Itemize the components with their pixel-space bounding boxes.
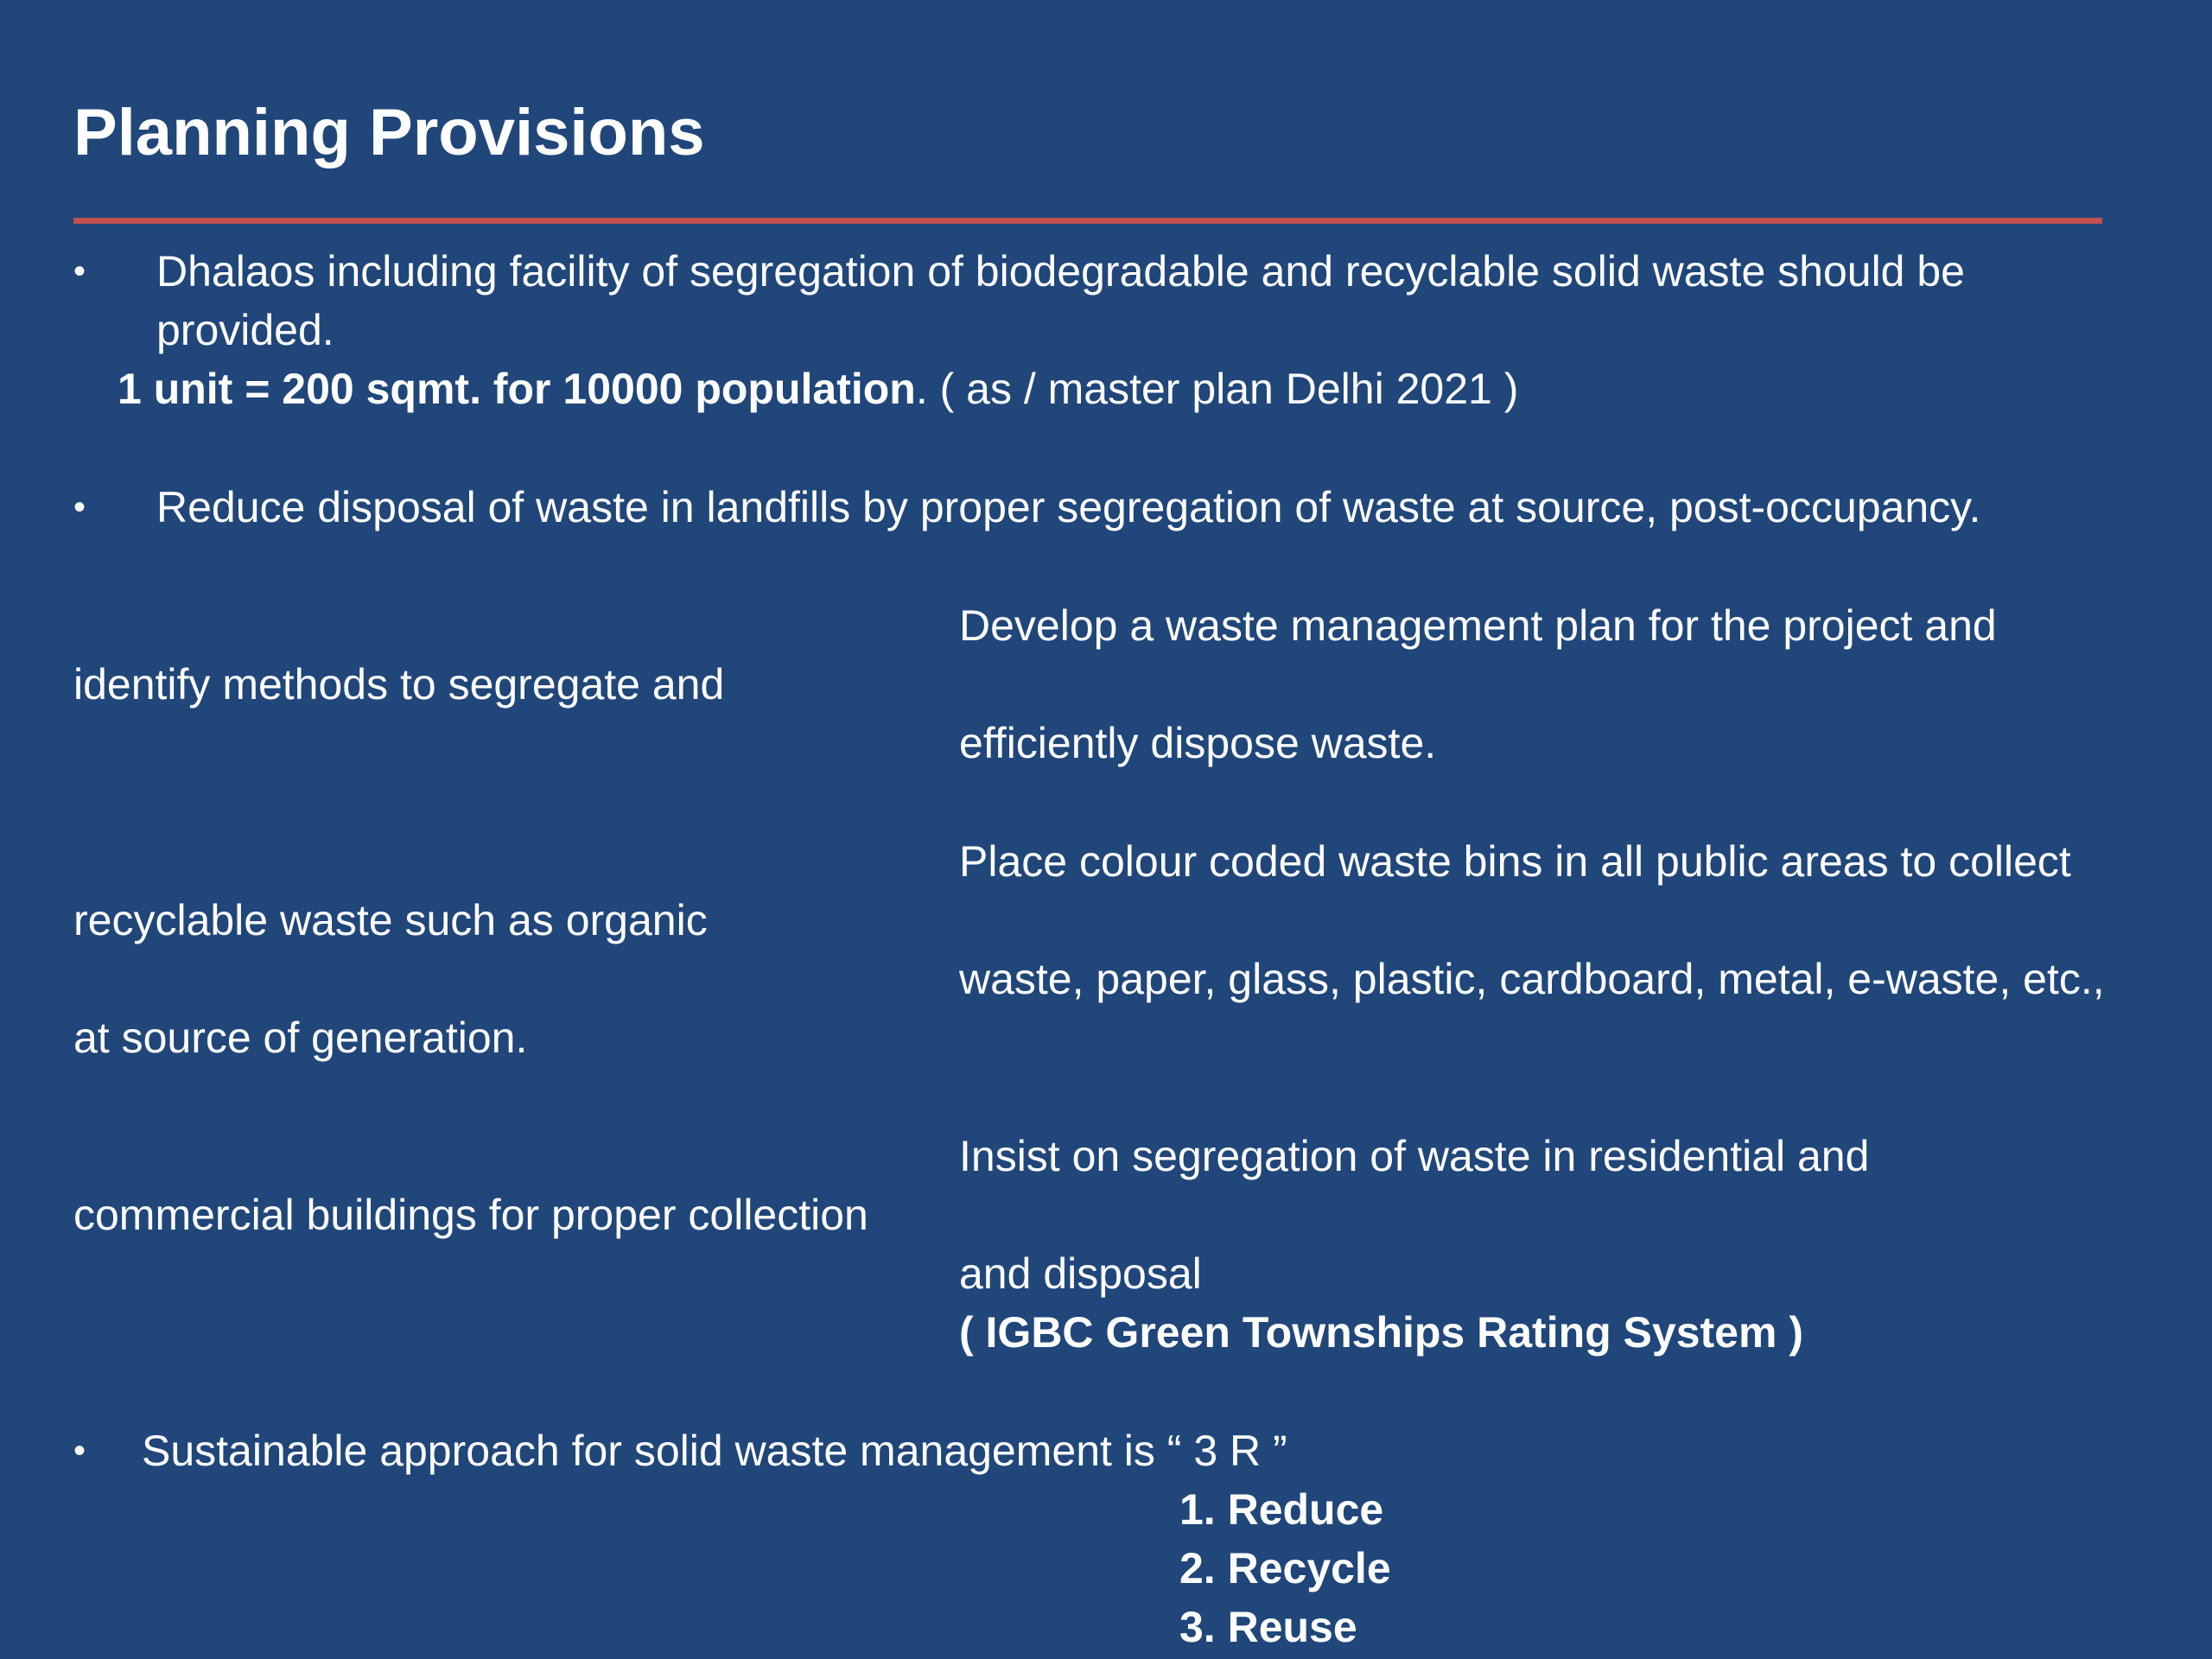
three-r-item-reuse: 3. Reuse	[1179, 1603, 1357, 1651]
point-3-line-3: and disposal	[959, 1249, 1202, 1298]
title-divider	[73, 218, 2102, 224]
bullet-2-marker: •	[73, 488, 86, 526]
point-1-line-2: identify methods to segregate and	[73, 660, 725, 709]
bullet-1-line-2: provided.	[156, 306, 334, 354]
unit-note	[118, 359, 1518, 418]
point-2-line-2: recyclable waste such as organic	[73, 896, 708, 944]
point-2-line-1: Place colour coded waste bins in all public areas to collect	[959, 837, 2071, 886]
rating-system-source: ( IGBC Green Townships Rating System )	[959, 1308, 1803, 1357]
bullet-3-text: Sustainable approach for solid waste management is “ 3 R ”	[142, 1427, 1287, 1475]
three-r-item-recycle: 2. Recycle	[1179, 1544, 1391, 1592]
unit-note-source: . ( as / master plan Delhi 2021 )	[915, 365, 1519, 413]
bullet-1-line-1: Dhalaos including facility of segregation of biodegradable and recyclable solid waste should be	[156, 247, 1965, 296]
point-2-line-4: at source of generation.	[73, 1014, 528, 1062]
point-2-line-3: waste, paper, glass, plastic, cardboard, metal, e-waste, etc.,	[959, 955, 2105, 1003]
slide-title: Planning Provisions	[73, 96, 705, 169]
three-r-item-reduce: 1. Reduce	[1179, 1485, 1384, 1534]
point-3-line-1: Insist on segregation of waste in residential and	[959, 1132, 1870, 1180]
bullet-3-marker: •	[73, 1432, 86, 1470]
bullet-1-marker: •	[73, 252, 86, 290]
point-1-line-3: efficiently dispose waste.	[959, 719, 1437, 767]
point-1-line-1: Develop a waste management plan for the project and	[959, 601, 1997, 650]
bullet-2-text: Reduce disposal of waste in landfills by proper segregation of waste at source, post-occupancy.	[156, 483, 1981, 531]
unit-note-bold: 1 unit = 200 sqmt. for 10000 population	[118, 365, 916, 413]
point-3-line-2: commercial buildings for proper collection	[73, 1191, 868, 1239]
